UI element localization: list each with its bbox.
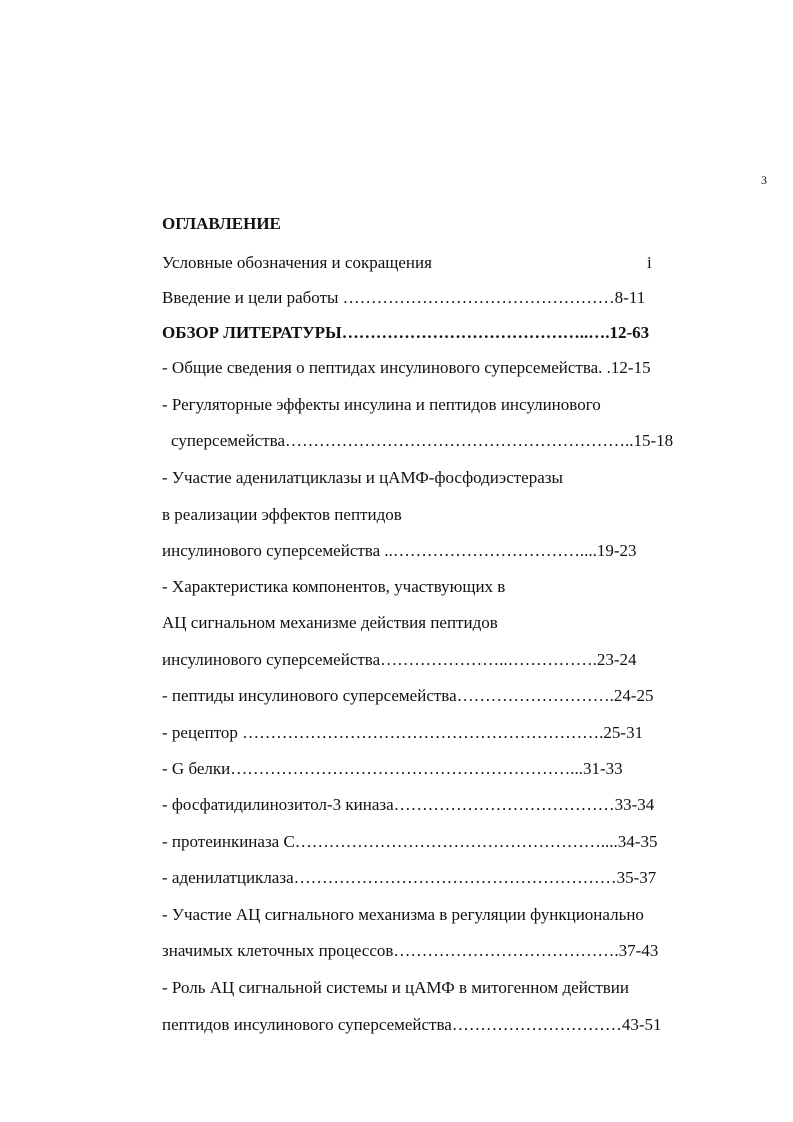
toc-entry: - протеинкиназа С………………………………………………....34-35	[162, 832, 658, 851]
toc-entry: - Регуляторные эффекты инсулина и пептидов инсулинового	[162, 395, 601, 414]
toc-entry: пептидов инсулинового суперсемейства…………………………43-51	[162, 1015, 662, 1034]
toc-entry: - аденилатциклаза…………………………………………………35-37	[162, 868, 657, 887]
toc-entry: - Участие АЦ сигнального механизма в регуляции функционально	[162, 905, 644, 924]
toc-entry: - рецептор ……………………………………………………….25-31	[162, 723, 644, 742]
page-number: 3	[761, 173, 767, 187]
toc-entry: - Общие сведения о пептидах инсулинового суперсемейства. .12-15	[162, 358, 651, 377]
toc-entry: в реализации эффектов пептидов	[162, 505, 402, 524]
toc-entry: инсулинового суперсемейства ..……………………………....19-23	[162, 541, 637, 560]
toc-entry: инсулинового суперсемейства…………………..…………….23-24	[162, 650, 637, 669]
toc-entry: Условные обозначения и сокращения	[162, 253, 432, 272]
toc-entry-page: i	[647, 253, 652, 272]
toc-entry: - Роль АЦ сигнальной системы и цАМФ в митогенном действии	[162, 978, 629, 997]
toc-entry: - Участие аденилатциклазы и цАМФ-фосфодиэстеразы	[162, 468, 563, 487]
toc-entry: - Характеристика компонентов, участвующих в	[162, 577, 506, 596]
toc-title: ОГЛАВЛЕНИЕ	[162, 214, 281, 233]
toc-entry: суперсемейства……………………………………………………..15-18	[171, 431, 674, 450]
toc-entry: - пептиды инсулинового суперсемейства……………………….24-25	[162, 686, 654, 705]
toc-entry: Введение и цели работы …………………………………………8-11	[162, 288, 646, 307]
toc-entry: - фосфатидилинозитол-3 киназа…………………………………33-34	[162, 795, 655, 814]
toc-entry: значимых клеточных процессов………………………………….37-43	[162, 941, 659, 960]
toc-entry: - G белки……………………………………………………...31-33	[162, 759, 623, 778]
toc-section-heading: ОБЗОР ЛИТЕРАТУРЫ……………………………………..….12-63	[162, 323, 650, 342]
toc-entry: АЦ сигнальном механизме действия пептидов	[162, 613, 498, 632]
